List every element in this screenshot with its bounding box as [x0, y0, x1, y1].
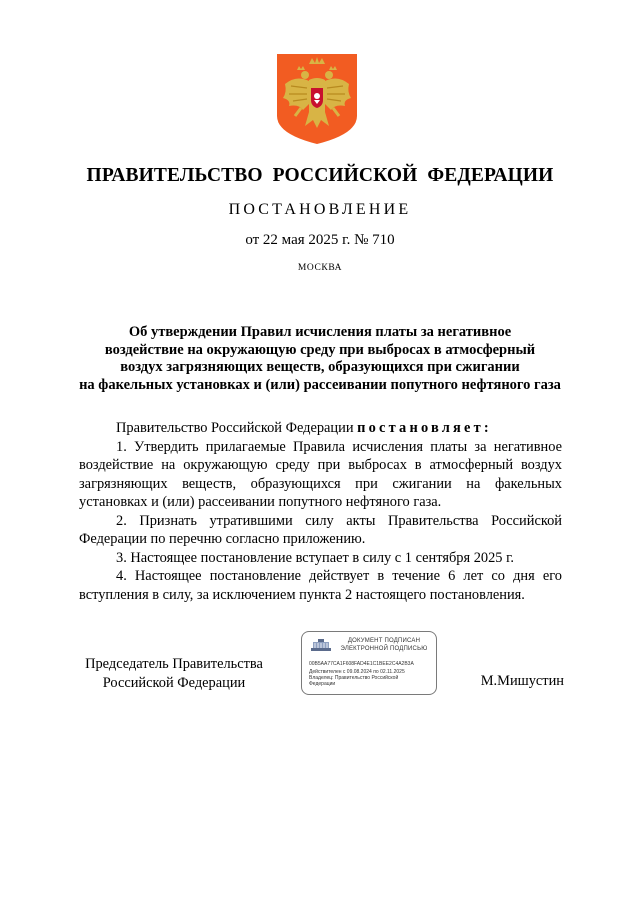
signatory-position: Председатель Правительства Российской Федерации: [85, 656, 263, 691]
intro-paragraph: Правительство Российской Федерации постановляет:: [116, 420, 492, 436]
stamp-title: ДОКУМЕНТ ПОДПИСАН ЭЛЕКТРОННОЙ ПОДПИСЬЮ: [340, 638, 428, 652]
heading-line: воздух загрязняющих веществ, образующихся при сжигании: [120, 359, 520, 375]
document-type: ПОСТАНОВЛЕНИЕ: [228, 201, 412, 218]
resolves-keyword: постановляет:: [357, 420, 492, 436]
document-city: МОСКВА: [297, 263, 343, 273]
clause-paragraph: 1. Утвердить прилагаемые Правила исчисления платы за негативное воздействие на окружающую среду при выбросах в атмосферный воздух загрязняющих веществ, образующихся при сжигании на факельных установках и (или) рассеивании попутного нефтяного газа.: [79, 438, 562, 510]
stamp-validity: Действителен с 09.08.2024 по 02.11.2025: [309, 669, 405, 675]
russian-coat-of-arms-icon: [277, 54, 357, 144]
government-title: ПРАВИТЕЛЬСТВО РОССИЙСКОЙ ФЕДЕРАЦИИ: [86, 165, 554, 186]
electronic-signature-stamp: [301, 631, 437, 695]
document-date-number: от 22 мая 2025 г. № 710: [245, 232, 395, 248]
government-building-icon: [310, 638, 332, 652]
heading-line: воздействие на окружающую среду при выбросах в атмосферный: [104, 341, 536, 358]
heading-line: Об утверждении Правил исчисления платы за негативное: [128, 324, 512, 340]
document-heading: [60, 324, 580, 394]
stamp-certificate: 00B5AA77CA1F608FAD4E1C1BEE2C4A2B3A: [309, 661, 414, 667]
signatory-name: М.Мишустин: [480, 673, 564, 689]
document-body: [79, 419, 562, 604]
clause-paragraph: 4. Настоящее постановление действует в течение 6 лет со дня его вступления в силу, за исключением пункта 2 настоящего постановления.: [79, 568, 562, 603]
stamp-owner: Владелец: Правительство Российской: [309, 675, 399, 681]
clause-paragraph: 2. Признать утратившими силу акты Правительства Российской Федерации по перечню согласно приложению.: [79, 512, 562, 547]
heading-line: на факельных установках и (или) рассеивании попутного нефтяного газа: [79, 376, 561, 393]
clause-paragraph: 3. Настоящее постановление вступает в силу с 1 сентября 2025 г.: [116, 549, 514, 566]
stamp-owner: Федерации: [309, 681, 336, 687]
